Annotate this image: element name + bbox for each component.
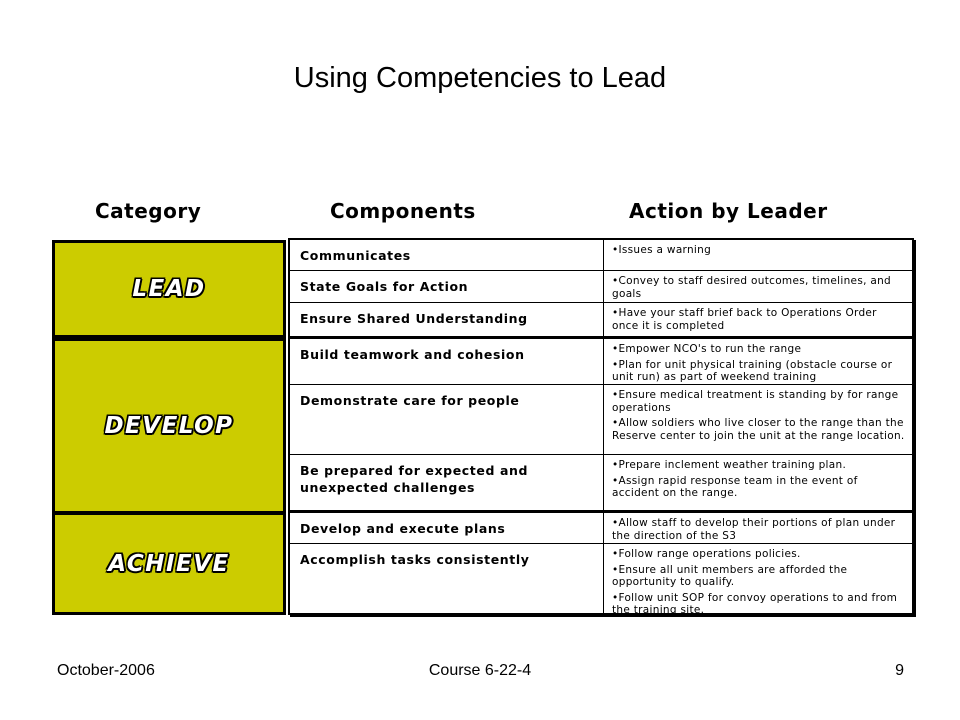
action-item: •Convey to staff desired outcomes, timelines, and goals xyxy=(612,275,892,300)
component-cell: Ensure Shared Understanding xyxy=(290,303,604,336)
footer-course: Course 6-22-4 xyxy=(428,662,532,679)
category-label-develop: DEVELOP xyxy=(104,413,234,439)
category-label-lead: LEAD xyxy=(132,276,206,302)
develop-table xyxy=(288,337,914,512)
action-item: •Empower NCO's to run the range xyxy=(612,343,802,355)
action-item: •Assign rapid response team in the event of accident on the range. xyxy=(612,474,858,499)
table-row xyxy=(290,270,912,302)
action-cell xyxy=(604,455,912,510)
action-item: •Ensure all unit members are afforded the opportunity to qualify. xyxy=(612,563,848,588)
category-develop xyxy=(52,338,286,514)
table-row xyxy=(290,513,912,543)
table-row xyxy=(290,240,912,270)
component-cell: Develop and execute plans xyxy=(290,513,604,543)
action-item: •Prepare inclement weather training plan. xyxy=(612,459,847,471)
header-category: Category xyxy=(95,199,202,223)
component-cell: Build teamwork and cohesion xyxy=(290,339,604,384)
action-item: •Allow staff to develop their portions of plan under the direction of the S3 xyxy=(612,517,896,542)
action-cell xyxy=(604,385,912,454)
table-row xyxy=(290,454,912,510)
action-cell xyxy=(604,339,912,384)
action-cell xyxy=(604,271,912,302)
footer-date: October-2006 xyxy=(57,662,155,679)
action-cell xyxy=(604,240,912,270)
table-row xyxy=(290,339,912,384)
lead-table xyxy=(288,238,914,338)
page-number: 9 xyxy=(895,662,904,679)
action-item: •Allow soldiers who live closer to the range than the Reserve center to join the unit at the range location. xyxy=(612,417,905,442)
table-row xyxy=(290,384,912,454)
action-cell xyxy=(604,544,912,616)
table-row xyxy=(290,543,912,616)
component-cell: Demonstrate care for people xyxy=(290,385,604,454)
action-item: •Plan for unit physical training (obstacle course or unit run) as part of weekend training xyxy=(612,358,893,383)
table-row xyxy=(290,302,912,336)
action-item: •Have your staff brief back to Operations Order once it is completed xyxy=(612,307,877,332)
action-item: •Follow range operations policies. xyxy=(612,548,801,560)
header-action: Action by Leader xyxy=(629,199,828,223)
slide-title: Using Competencies to Lead xyxy=(293,62,667,94)
action-item: •Ensure medical treatment is standing by for range operations xyxy=(612,389,899,414)
category-achieve xyxy=(52,512,286,615)
component-cell: Accomplish tasks consistently xyxy=(290,544,604,613)
category-label-achieve: ACHIEVE xyxy=(108,550,230,577)
component-cell: Communicates xyxy=(290,240,604,270)
category-lead xyxy=(52,240,286,338)
action-cell xyxy=(604,513,912,543)
component-cell: State Goals for Action xyxy=(290,271,604,302)
action-cell xyxy=(604,303,912,336)
achieve-table xyxy=(288,511,914,615)
action-item: •Issues a warning xyxy=(612,244,712,256)
header-components: Components xyxy=(330,199,476,223)
action-item: •Follow unit SOP for convoy operations to and from the training site. xyxy=(612,591,898,616)
component-cell: Be prepared for expected and unexpected challenges xyxy=(290,455,604,510)
